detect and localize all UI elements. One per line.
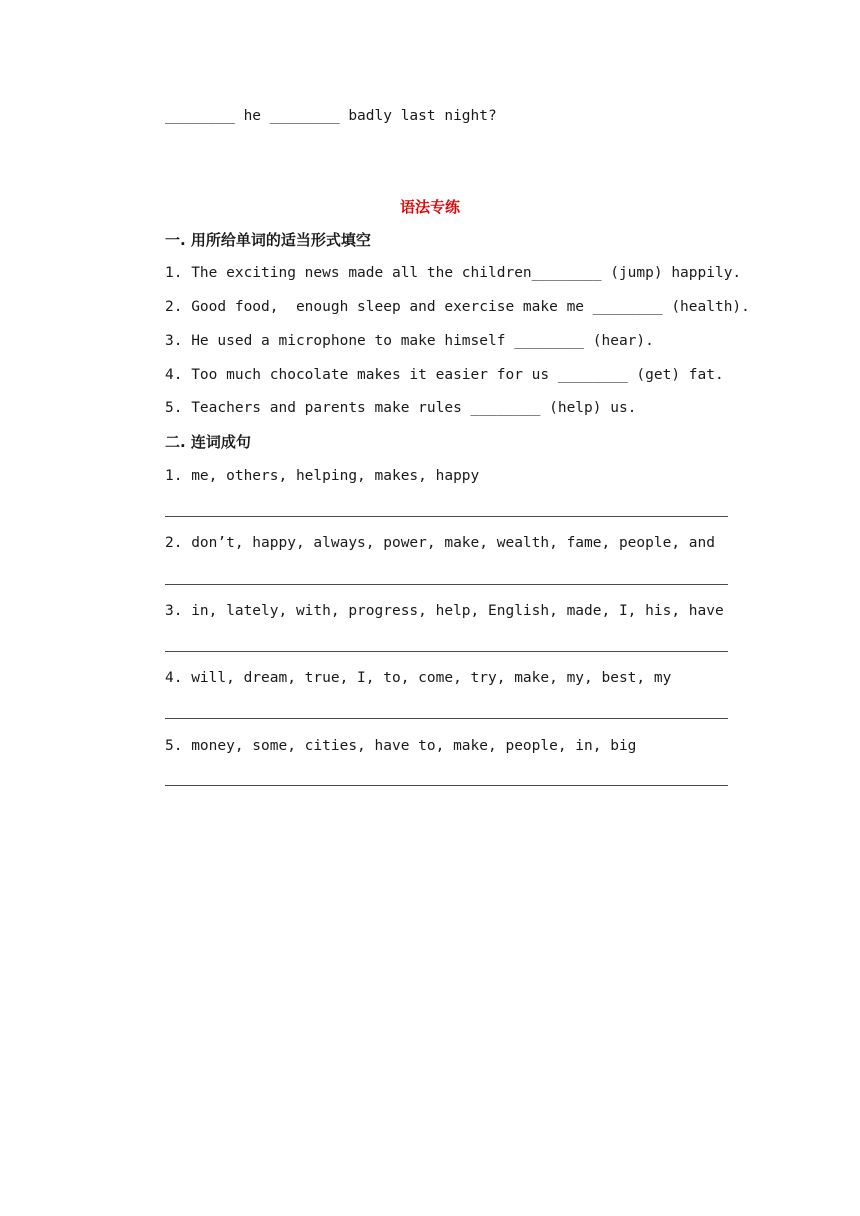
part1-heading: 一. 用所给单词的适当形式填空 (165, 231, 371, 249)
part2-item-4: 4. will, dream, true, I, to, come, try, make, my, best, my (165, 670, 672, 686)
answer-line-5 (165, 785, 728, 786)
part2-heading: 二. 连词成句 (165, 433, 251, 451)
answer-line-1 (165, 516, 728, 517)
part1-item-5: 5. Teachers and parents make rules ________ (help) us. (165, 400, 637, 416)
part1-item-4: 4. Too much chocolate makes it easier for us ________ (get) fat. (165, 367, 724, 383)
top-sentence: ________ he ________ badly last night? (165, 108, 497, 124)
part2-item-5: 5. money, some, cities, have to, make, people, in, big (165, 738, 637, 754)
part2-item-1: 1. me, others, helping, makes, happy (165, 468, 480, 484)
answer-line-2 (165, 584, 728, 585)
part2-item-2: 2. don’t, happy, always, power, make, wealth, fame, people, and (165, 535, 715, 551)
section-title: 语法专练 (399, 198, 460, 216)
answer-line-3 (165, 651, 728, 652)
part1-item-2: 2. Good food, enough sleep and exercise make me ________ (health). (165, 299, 750, 315)
part2-item-3: 3. in, lately, with, progress, help, English, made, I, his, have (165, 603, 724, 619)
answer-line-4 (165, 718, 728, 719)
part1-item-3: 3. He used a microphone to make himself ________ (hear). (165, 333, 654, 349)
part1-item-1: 1. The exciting news made all the children________ (jump) happily. (165, 265, 742, 281)
